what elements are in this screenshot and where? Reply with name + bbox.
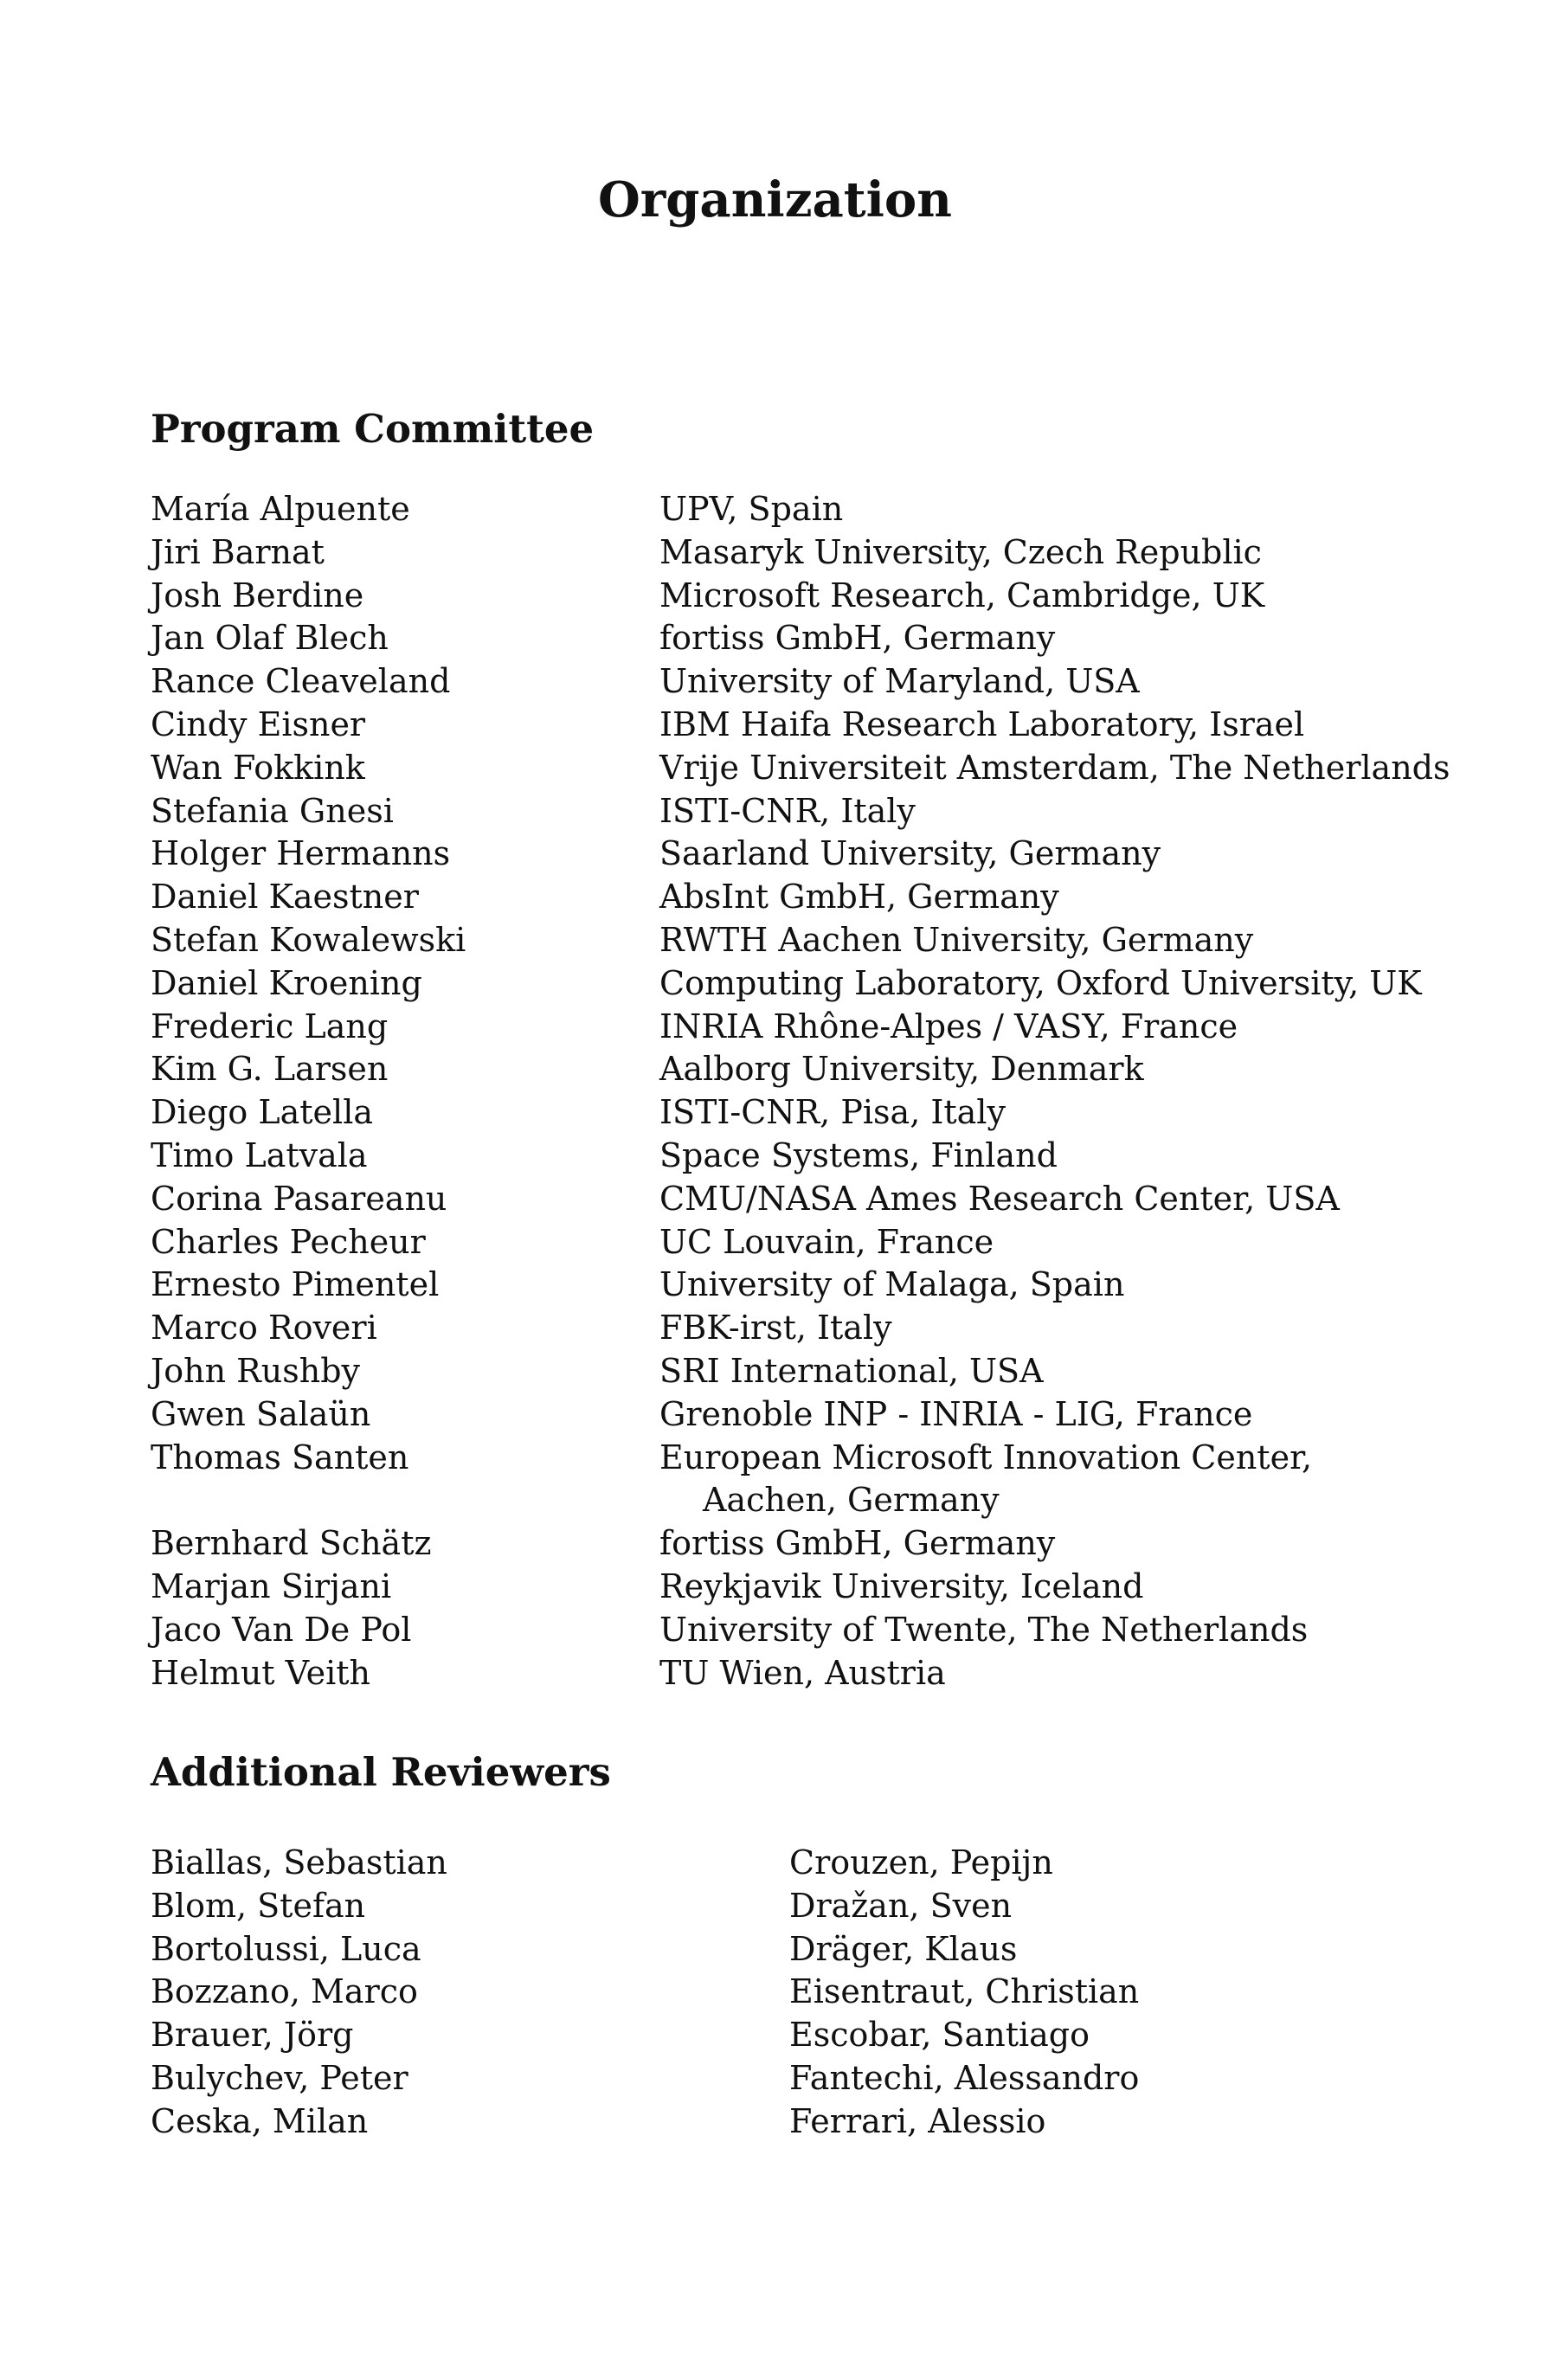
member-name: Thomas Santen <box>151 1438 409 1476</box>
member-affiliation-cell <box>659 531 1431 575</box>
reviewer-name: Dražan, Sven <box>789 1886 1013 1925</box>
member-affiliation-cell <box>659 962 1431 1006</box>
member-name: Jaco Van De Pol <box>151 1610 412 1649</box>
member-affiliation-cell <box>659 488 1431 531</box>
reviewer-row <box>151 1928 1431 1972</box>
member-affiliation: ISTI-CNR, Pisa, Italy <box>659 1093 1006 1132</box>
member-affiliation-cell <box>659 1091 1431 1135</box>
member-affiliation-cell <box>659 1006 1431 1049</box>
member-affiliation: European Microsoft Innovation Center, <box>659 1438 1313 1476</box>
member-name: Josh Berdine <box>151 576 364 614</box>
committee-member-row <box>151 1091 1431 1135</box>
reviewer-name: Bulychev, Peter <box>151 2058 408 2097</box>
member-name: Bernhard Schätz <box>151 1524 432 1563</box>
committee-member-row <box>151 617 1431 660</box>
committee-member-row <box>151 919 1431 962</box>
committee-member-row <box>151 747 1450 790</box>
member-affiliation: ISTI-CNR, Italy <box>659 791 916 830</box>
member-name: Gwen Salaün <box>151 1394 371 1433</box>
member-name: Diego Latella <box>151 1093 374 1132</box>
member-affiliation-cell <box>659 617 1431 660</box>
reviewer-name: Eisentraut, Christian <box>789 1972 1140 2011</box>
committee-member-row <box>151 1437 1431 1523</box>
member-affiliation: CMU/NASA Ames Research Center, USA <box>659 1179 1340 1218</box>
member-affiliation-cell <box>659 1178 1431 1221</box>
member-name: Helmut Veith <box>151 1653 370 1692</box>
member-affiliation: Vrije Universiteit Amsterdam, The Netherlands <box>659 748 1450 787</box>
reviewer-name: Dräger, Klaus <box>789 1929 1018 1968</box>
committee-member-row <box>151 1652 1431 1695</box>
reviewer-row <box>151 2057 1431 2100</box>
committee-member-row <box>151 1006 1431 1049</box>
member-affiliation: UPV, Spain <box>659 490 844 528</box>
program-committee-list <box>151 488 1450 1695</box>
member-affiliation-cell <box>659 660 1431 704</box>
member-name: Stefan Kowalewski <box>151 920 466 959</box>
member-affiliation-cell <box>659 1522 1431 1566</box>
member-affiliation-cell <box>659 876 1431 919</box>
member-affiliation: UC Louvain, France <box>659 1222 994 1261</box>
member-affiliation-cell <box>659 1609 1431 1652</box>
committee-member-row <box>151 1393 1431 1437</box>
member-affiliation: University of Twente, The Netherlands <box>659 1610 1309 1649</box>
member-name: Holger Hermanns <box>151 834 451 873</box>
committee-member-row <box>151 1609 1431 1652</box>
member-name: Corina Pasareanu <box>151 1179 447 1218</box>
additional-reviewers-list <box>151 1842 1431 2144</box>
member-affiliation-cell <box>659 704 1431 747</box>
committee-member-row <box>151 531 1431 575</box>
committee-member-row <box>151 1221 1431 1264</box>
committee-member-row <box>151 1307 1431 1350</box>
member-name: Daniel Kaestner <box>151 878 419 917</box>
member-affiliation-cell <box>659 1393 1431 1437</box>
committee-member-row <box>151 488 1431 531</box>
member-affiliation: Saarland University, Germany <box>659 834 1161 873</box>
committee-member-row <box>151 1522 1431 1566</box>
reviewer-name: Fantechi, Alessandro <box>789 2058 1140 2097</box>
member-affiliation: FBK-irst, Italy <box>659 1309 892 1348</box>
reviewer-name: Escobar, Santiago <box>789 2016 1090 2055</box>
member-affiliation: Aalborg University, Denmark <box>659 1050 1144 1089</box>
member-name: Daniel Kroening <box>151 963 422 1002</box>
member-name: Wan Fokkink <box>151 748 365 787</box>
reviewer-row <box>151 1885 1431 1928</box>
member-affiliation-cell <box>659 790 1431 833</box>
member-name: Jiri Barnat <box>151 532 325 571</box>
member-affiliation: University of Malaga, Spain <box>659 1265 1125 1304</box>
reviewer-name: Crouzen, Pepijn <box>789 1843 1053 1881</box>
reviewer-name: Bortolussi, Luca <box>151 1929 421 1968</box>
committee-member-row <box>151 1048 1431 1091</box>
member-name: Timo Latvala <box>151 1135 368 1174</box>
committee-member-row <box>151 704 1431 747</box>
member-name: John Rushby <box>151 1351 360 1390</box>
reviewer-row <box>151 1971 1431 2014</box>
member-affiliation-cell <box>659 747 1450 790</box>
committee-member-row <box>151 833 1431 876</box>
member-affiliation-cell <box>659 1048 1431 1091</box>
member-affiliation: Masaryk University, Czech Republic <box>659 532 1262 571</box>
member-affiliation: Microsoft Research, Cambridge, UK <box>659 576 1265 614</box>
member-affiliation: INRIA Rhône-Alpes / VASY, France <box>659 1007 1238 1045</box>
member-name: Frederic Lang <box>151 1007 389 1045</box>
member-name: Kim G. Larsen <box>151 1050 389 1089</box>
member-affiliation: IBM Haifa Research Laboratory, Israel <box>659 704 1305 743</box>
committee-member-row <box>151 962 1431 1006</box>
member-name: Cindy Eisner <box>151 704 366 743</box>
member-affiliation-cell <box>659 833 1431 876</box>
reviewer-row <box>151 2014 1431 2057</box>
committee-member-row <box>151 790 1431 833</box>
member-affiliation-cell <box>659 1264 1431 1307</box>
member-name: Jan Olaf Blech <box>151 619 389 658</box>
reviewer-name: Ceska, Milan <box>151 2101 369 2140</box>
committee-member-row <box>151 660 1431 704</box>
committee-member-row <box>151 1264 1431 1307</box>
member-name: Marco Roveri <box>151 1309 377 1348</box>
member-affiliation: Computing Laboratory, Oxford University, UK <box>659 963 1422 1002</box>
member-affiliation-cell <box>659 1566 1431 1609</box>
reviewer-name: Blom, Stefan <box>151 1886 366 1925</box>
member-name: Charles Pecheur <box>151 1222 426 1261</box>
member-name: Marjan Sirjani <box>151 1566 392 1605</box>
member-affiliation: TU Wien, Austria <box>659 1653 946 1692</box>
committee-member-row <box>151 1178 1431 1221</box>
member-affiliation-cell <box>659 919 1431 962</box>
committee-member-row <box>151 876 1431 919</box>
member-name: Rance Cleaveland <box>151 662 451 701</box>
member-affiliation-cell <box>659 575 1431 618</box>
reviewer-name: Bozzano, Marco <box>151 1972 418 2011</box>
member-affiliation: University of Maryland, USA <box>659 662 1140 701</box>
member-affiliation: Reykjavik University, Iceland <box>659 1566 1144 1605</box>
member-affiliation: Space Systems, Finland <box>659 1135 1058 1174</box>
committee-member-row <box>151 1350 1431 1393</box>
committee-member-row <box>151 1566 1431 1609</box>
reviewer-row <box>151 2100 1431 2144</box>
reviewer-name: Ferrari, Alessio <box>789 2101 1046 2140</box>
reviewer-name: Biallas, Sebastian <box>151 1843 447 1881</box>
reviewer-name: Brauer, Jörg <box>151 2016 354 2055</box>
member-affiliation: Grenoble INP - INRIA - LIG, France <box>659 1394 1253 1433</box>
member-affiliation: fortiss GmbH, Germany <box>659 1524 1056 1563</box>
member-affiliation: RWTH Aachen University, Germany <box>659 920 1254 959</box>
member-name: Stefania Gnesi <box>151 791 394 830</box>
member-affiliation: AbsInt GmbH, Germany <box>659 878 1059 917</box>
member-affiliation-cell <box>659 1135 1431 1178</box>
member-affiliation-cell <box>659 1221 1431 1264</box>
program-committee-heading: Program Committee <box>151 406 595 452</box>
member-affiliation-cell <box>659 1652 1431 1695</box>
member-affiliation-cell <box>659 1350 1431 1393</box>
additional-reviewers-heading: Additional Reviewers <box>151 1749 611 1795</box>
member-affiliation-cell <box>659 1437 1431 1523</box>
page-title: Organization <box>597 171 952 228</box>
member-affiliation: SRI International, USA <box>659 1351 1044 1390</box>
member-affiliation-cell <box>659 1307 1431 1350</box>
reviewer-row <box>151 1842 1431 1885</box>
member-name: Ernesto Pimentel <box>151 1265 440 1304</box>
committee-member-row <box>151 575 1431 618</box>
member-affiliation: fortiss GmbH, Germany <box>659 619 1056 658</box>
committee-member-row <box>151 1135 1431 1178</box>
member-affiliation-continuation: Aachen, Germany <box>703 1481 1000 1520</box>
member-name: María Alpuente <box>151 490 410 528</box>
